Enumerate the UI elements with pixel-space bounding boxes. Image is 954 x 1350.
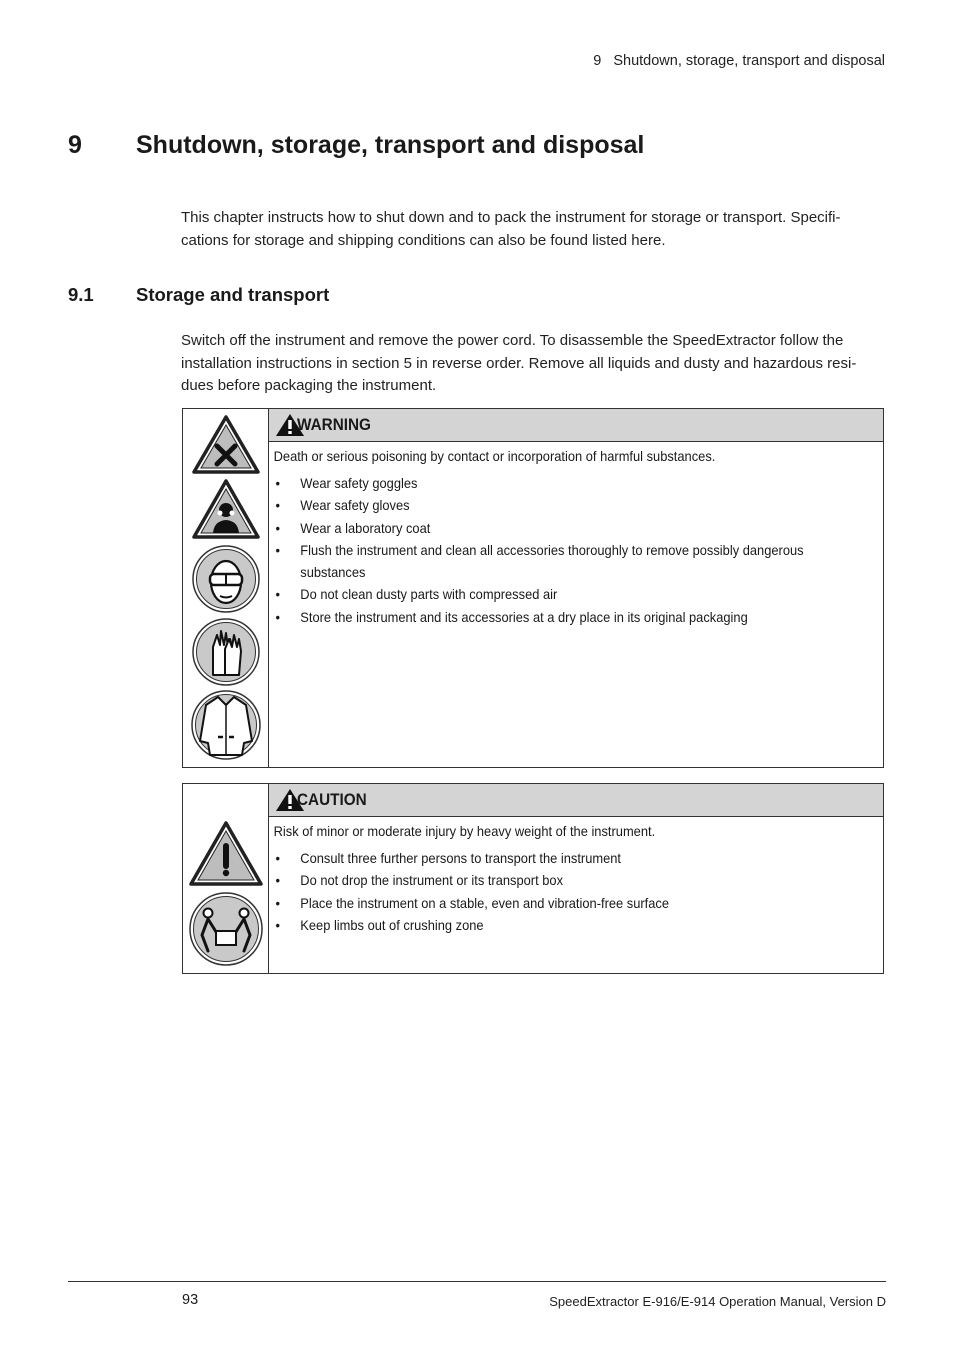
list-item: • Keep limbs out of crushing zone <box>275 916 484 933</box>
warning-content <box>269 409 883 767</box>
list-item: • Consult three further persons to transport the instrument <box>275 850 622 866</box>
warning-icons-column <box>183 409 269 767</box>
two-person-lift-icon <box>188 891 264 967</box>
list-item: • Do not clean dusty parts with compressed air <box>275 586 558 603</box>
safety-gloves-icon <box>191 617 261 687</box>
list-item: • Wear safety goggles <box>275 475 418 491</box>
section-title: Storage and transport <box>136 284 330 305</box>
footer-divider <box>68 1281 886 1282</box>
page-number: 93 <box>182 1292 199 1308</box>
intro-paragraph: This chapter instructs how to shut down and to pack the instrument for storage or transport. Specifi-cations for storage and shipping conditions can also be found listed here. <box>181 209 841 249</box>
caution-header <box>269 784 883 817</box>
list-item: • Store the instrument and its accessories at a dry place in its original packaging <box>275 608 748 625</box>
footer-document-title: SpeedExtractor E-916/E-914 Operation Manual, Version D <box>549 1294 886 1309</box>
toxic-fumes-icon <box>191 477 261 541</box>
lab-coat-icon <box>190 689 262 761</box>
caution-description: Risk of minor or moderate injury by heavy weight of the instrument. <box>273 823 656 839</box>
list-item: • Place the instrument on a stable, even and vibration-free surface <box>275 894 670 911</box>
warning-box <box>182 408 884 768</box>
caution-box <box>182 783 884 974</box>
caution-icons-column <box>183 784 269 973</box>
chapter-number: 9 <box>68 131 82 159</box>
caution-list <box>269 847 834 936</box>
caution-label: CAUTION <box>297 790 367 809</box>
list-item: • Flush the instrument and clean all accessories thoroughly to remove possibly dangerous substances <box>275 541 804 581</box>
chapter-title: Shutdown, storage, transport and disposal <box>136 131 645 159</box>
warning-list <box>269 472 834 628</box>
warning-description: Death or serious poisoning by contact or incorporation of harmful substances. <box>273 448 716 464</box>
harmful-substance-icon <box>191 413 261 475</box>
section-number: 9.1 <box>68 284 94 305</box>
general-warning-icon <box>188 819 264 887</box>
list-item: • Do not drop the instrument or its transport box <box>275 872 564 889</box>
caution-content <box>269 784 883 973</box>
running-header: 9 Shutdown, storage, transport and disposal <box>593 53 885 69</box>
warning-label: WARNING <box>297 415 371 434</box>
section-paragraph: Switch off the instrument and remove the power cord. To disassemble the SpeedExtractor follow the installation instructions in section 5 in reverse order. Remove all liquids and dusty and hazardous resi-dues before packaging the instrument. <box>181 332 857 394</box>
list-item: • Wear safety gloves <box>275 497 410 514</box>
list-item: • Wear a laboratory coat <box>275 519 431 536</box>
warning-header <box>269 409 883 442</box>
safety-goggles-icon <box>191 544 261 614</box>
